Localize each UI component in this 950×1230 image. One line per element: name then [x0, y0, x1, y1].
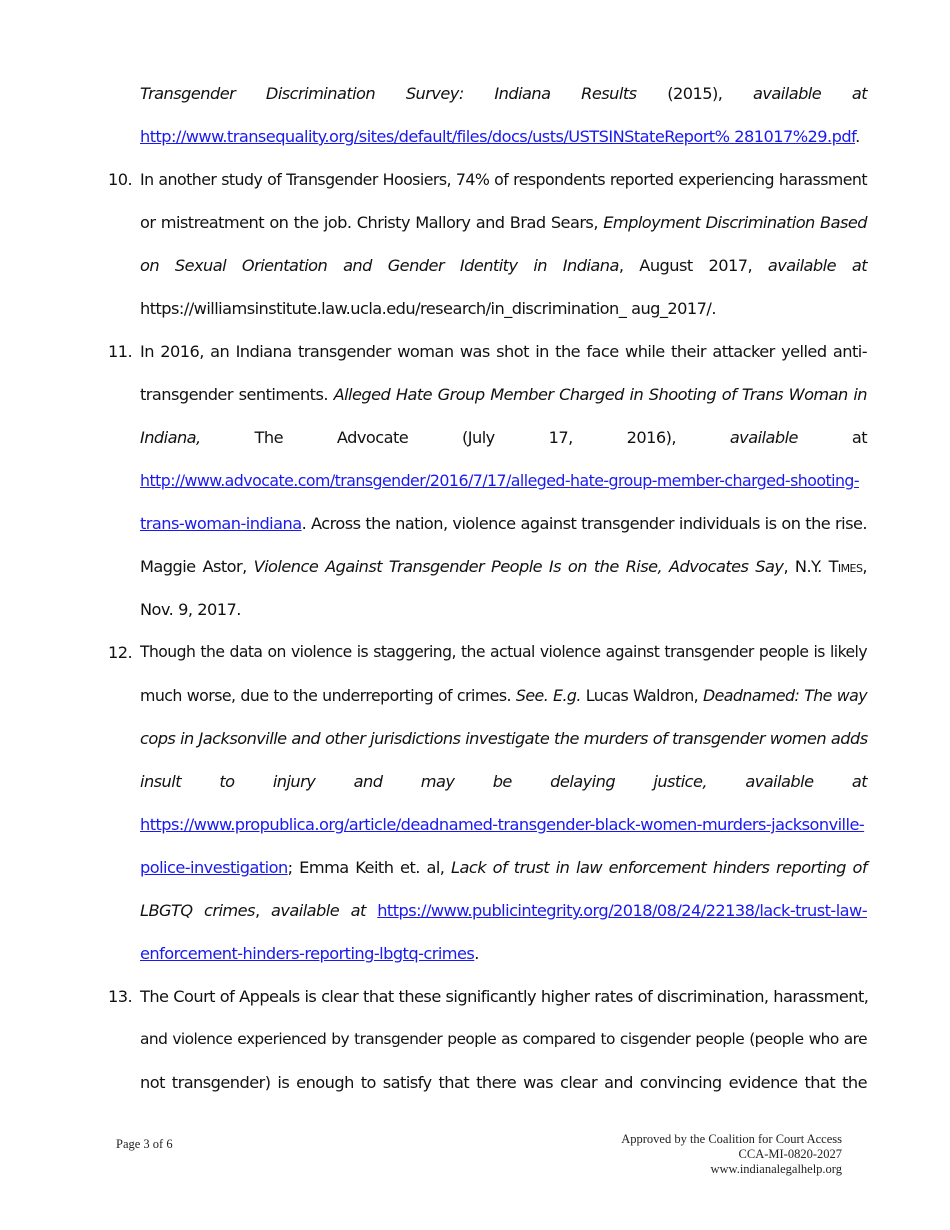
p9-survey-title: Transgender Discrimination Survey: Indiana Results: [140, 84, 637, 103]
p12-propublica-link-cont[interactable]: police-investigation: [140, 858, 288, 877]
p11-l6-title: Violence Against Transgender People Is on the Rise, Advocates Say: [253, 557, 784, 576]
p12-line-6: [140, 846, 867, 889]
p9-line-2: [140, 115, 867, 158]
footer-site: www.indianalegalhelp.org: [710, 1162, 842, 1176]
p12-number: 12.: [108, 643, 133, 662]
p9-period: .: [855, 127, 860, 146]
p11-l3-title: Indiana,: [140, 428, 201, 447]
footer-approval-block: [621, 1132, 842, 1177]
p11-l2-text: transgender sentiments.: [140, 385, 334, 404]
p12-line-2: [140, 674, 867, 717]
p10-l3-title: on Sexual Orientation and Gender Identity in Indiana: [140, 256, 619, 275]
p11-l3-text: The Advocate (July 17, 2016),: [200, 428, 730, 447]
p9-available-at: available at: [753, 84, 868, 103]
p11-line-5: [140, 502, 867, 545]
p11-l6-text: Maggie Astor,: [140, 557, 254, 576]
p11-line-4: [140, 459, 867, 502]
page-number: Page 3 of 6: [116, 1137, 173, 1151]
p10-line-4: https://williamsinstitute.law.ucla.edu/research/in_discrimination_ aug_2017/.: [140, 299, 716, 318]
p10-line-2: [140, 201, 867, 244]
p10-l3-text: , August 2017,: [618, 256, 768, 275]
p11-number: 11.: [108, 342, 133, 361]
p12-l2-text2: Lucas Waldron,: [580, 686, 704, 705]
p11-l5-text: . Across the nation, violence against transgender individuals is on the rise.: [301, 514, 867, 533]
p9-year: (2015),: [667, 84, 723, 103]
p11-line-2: [140, 373, 867, 416]
footer-approved: Approved by the Coalition for Court Access: [621, 1132, 842, 1146]
p12-available-at: available at: [271, 901, 366, 920]
p10-l2-title: Employment Discrimination Based: [603, 213, 867, 232]
p11-at: at: [797, 428, 867, 447]
p12-l6-text: ; Emma Keith et. al,: [287, 858, 452, 877]
p12-line-5: [140, 803, 867, 846]
p11-line-1: In 2016, an Indiana transgender woman was shot in the face while their attacker yelled anti-: [140, 342, 867, 361]
p12-signal: See. E.g.: [515, 686, 581, 705]
p12-publicintegrity-link[interactable]: https://www.publicintegrity.org/2018/08/24/22138/lack-trust-law-: [377, 901, 867, 920]
p12-line-3: cops in Jacksonville and other jurisdictions investigate the murders of transgender women adds: [140, 729, 868, 748]
p11-line-7: Nov. 9, 2017.: [140, 600, 241, 619]
p11-l6-end: ,: [862, 557, 867, 576]
p12-propublica-link[interactable]: https://www.propublica.org/article/deadnamed-transgender-black-women-murders-jacksonville-: [140, 815, 865, 834]
p11-line-3: [140, 416, 867, 459]
p12-l7-space: [366, 901, 377, 920]
p11-advocate-link[interactable]: http://www.advocate.com/transgender/2016/7/17/alleged-hate-group-member-charged-shooting-: [140, 471, 860, 490]
p10-available-at: available at: [767, 256, 867, 275]
p13-number: 13.: [108, 987, 133, 1006]
footer-code: CCA-MI-0820-2027: [738, 1147, 842, 1161]
p12-line-7: [140, 889, 867, 932]
p12-l7-title: LBGTQ crimes: [140, 901, 255, 920]
p13-line-2: and violence experienced by transgender people as compared to cisgender people (people who are: [140, 1030, 867, 1048]
p13-line-1: The Court of Appeals is clear that these significantly higher rates of discrimination, harassment,: [140, 987, 869, 1006]
p12-l6-title: Lack of trust in law enforcement hinders reporting of: [451, 858, 868, 877]
p9-line-1: [140, 72, 867, 115]
p12-l7-text: ,: [254, 901, 271, 920]
p12-line-8: [140, 932, 867, 975]
p12-l2-text: much worse, due to the underreporting of crimes.: [140, 686, 516, 705]
p13-line-3: not transgender) is enough to satisfy that there was clear and convincing evidence that the: [140, 1073, 867, 1092]
p12-line-1: Though the data on violence is staggering, the actual violence against transgender people is likely: [140, 643, 867, 661]
p11-advocate-link-cont[interactable]: trans-woman-indiana: [140, 514, 302, 533]
p12-line-4: insult to injury and may be delaying justice, available at: [140, 772, 867, 791]
p11-publication: Times: [828, 557, 863, 576]
p10-number: 10.: [108, 170, 133, 189]
p9-transequality-link[interactable]: http://www.transequality.org/sites/default/files/docs/usts/USTSINStateReport% 281017%29.pdf: [140, 127, 856, 146]
p10-line-3: [140, 244, 867, 287]
p10-line-1: In another study of Transgender Hoosiers, 74% of respondents reported experiencing harassment: [140, 170, 867, 189]
p11-l6-text2: , N.Y.: [783, 557, 829, 576]
p11-available: available: [729, 428, 798, 447]
p12-period: .: [474, 944, 479, 963]
p12-publicintegrity-link-cont[interactable]: enforcement-hinders-reporting-lbgtq-crimes: [140, 944, 475, 963]
p11-l2-title: Alleged Hate Group Member Charged in Shooting of Trans Woman in: [333, 385, 868, 404]
p11-line-6: [140, 545, 867, 588]
p10-l2-text: or mistreatment on the job. Christy Mallory and Brad Sears,: [140, 213, 604, 232]
p12-l2-title: Deadnamed: The way: [703, 686, 868, 705]
